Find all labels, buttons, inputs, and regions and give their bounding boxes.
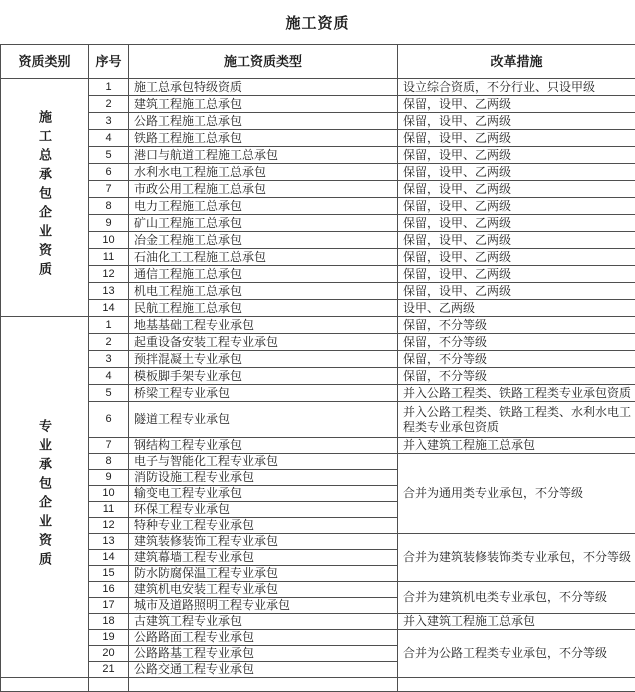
- reform-measure-cell: 保留，设甲、乙两级: [398, 232, 635, 249]
- table-row: [1, 534, 635, 550]
- row-index-cell: 8: [89, 454, 129, 470]
- qualification-type-cell: 建筑机电安装工程专业承包: [129, 582, 398, 598]
- table-header-row: [1, 45, 635, 79]
- reform-measure-cell: 保留，设甲、乙两级: [398, 249, 635, 266]
- reform-measure-cell: 合并为通用类专业承包，不分等级: [398, 454, 635, 534]
- table-row: [1, 402, 635, 438]
- row-index-cell: 1: [89, 317, 129, 334]
- reform-measure-cell: 保留，设甲、乙两级: [398, 181, 635, 198]
- table-row: [1, 232, 635, 249]
- row-index-cell: 16: [89, 582, 129, 598]
- category-cell: [1, 317, 89, 678]
- table-row: [1, 300, 635, 317]
- qualification-type-cell: 城市及道路照明工程专业承包: [129, 598, 398, 614]
- qualification-type-cell: 输变电工程专业承包: [129, 486, 398, 502]
- row-index-cell: 9: [89, 215, 129, 232]
- table-row: [1, 438, 635, 454]
- table-row: [1, 385, 635, 402]
- row-index-cell: 10: [89, 232, 129, 249]
- table-row: [1, 164, 635, 181]
- row-index-cell: 12: [89, 518, 129, 534]
- table-row: [1, 198, 635, 215]
- row-index-cell: 13: [89, 283, 129, 300]
- qualification-type-cell: 建筑装修装饰工程专业承包: [129, 534, 398, 550]
- qualification-type-cell: 电子与智能化工程专业承包: [129, 454, 398, 470]
- row-index-cell: 14: [89, 300, 129, 317]
- table-row: [1, 317, 635, 334]
- reform-measure-cell: 设甲、乙两级: [398, 300, 635, 317]
- qualification-type-cell: 建筑幕墙工程专业承包: [129, 550, 398, 566]
- empty-cell: [89, 678, 129, 692]
- qualification-type-cell: 港口与航道工程施工总承包: [129, 147, 398, 164]
- row-index-cell: 5: [89, 385, 129, 402]
- row-index-cell: 14: [89, 550, 129, 566]
- page-title: 施工资质: [285, 12, 349, 33]
- qualification-type-cell: 民航工程施工总承包: [129, 300, 398, 317]
- reform-measure-cell: 合并为建筑装修装饰类专业承包，不分等级: [398, 534, 635, 582]
- qualification-type-cell: 地基基础工程专业承包: [129, 317, 398, 334]
- row-index-cell: 1: [89, 79, 129, 96]
- category-cell: [1, 79, 89, 317]
- qualification-type-cell: 市政公用工程施工总承包: [129, 181, 398, 198]
- qualification-type-cell: 通信工程施工总承包: [129, 266, 398, 283]
- table-row: [1, 678, 635, 692]
- category-label: 施工总承包企业资质: [37, 110, 52, 281]
- table-row: [1, 334, 635, 351]
- row-index-cell: 2: [89, 334, 129, 351]
- reform-measure-cell: 保留，设甲、乙两级: [398, 198, 635, 215]
- reform-measure-cell: 保留，设甲、乙两级: [398, 283, 635, 300]
- table-row: [1, 368, 635, 385]
- qualification-type-cell: 电力工程施工总承包: [129, 198, 398, 215]
- qualification-type-cell: 钢结构工程专业承包: [129, 438, 398, 454]
- qualification-type-cell: 机电工程施工总承包: [129, 283, 398, 300]
- table-row: [1, 79, 635, 96]
- table-row: [1, 130, 635, 147]
- table-row: [1, 454, 635, 470]
- reform-measure-cell: 合并为公路工程类专业承包，不分等级: [398, 630, 635, 678]
- qualification-table-body: [1, 79, 635, 692]
- reform-measure-cell: 保留，设甲、乙两级: [398, 164, 635, 181]
- row-index-cell: 13: [89, 534, 129, 550]
- row-index-cell: 17: [89, 598, 129, 614]
- table-row: [1, 582, 635, 598]
- qualification-type-cell: 公路交通工程专业承包: [129, 662, 398, 678]
- row-index-cell: 10: [89, 486, 129, 502]
- qualification-type-cell: 水利水电工程施工总承包: [129, 164, 398, 181]
- row-index-cell: 8: [89, 198, 129, 215]
- row-index-cell: 3: [89, 113, 129, 130]
- reform-measure-cell: 合并为建筑机电类专业承包，不分等级: [398, 582, 635, 614]
- row-index-cell: 7: [89, 181, 129, 198]
- row-index-cell: 20: [89, 646, 129, 662]
- reform-measure-cell: 保留，设甲、乙两级: [398, 130, 635, 147]
- reform-measure-cell: 保留，设甲、乙两级: [398, 147, 635, 164]
- qualification-type-cell: 石油化工工程施工总承包: [129, 249, 398, 266]
- row-index-cell: 6: [89, 164, 129, 181]
- qualification-type-cell: 桥梁工程专业承包: [129, 385, 398, 402]
- table-row: [1, 147, 635, 164]
- empty-cell: [129, 678, 398, 692]
- column-header-measure: 改革措施: [398, 45, 635, 79]
- title-bar: [0, 0, 635, 44]
- qualification-type-cell: 冶金工程施工总承包: [129, 232, 398, 249]
- category-label: 专业承包企业资质: [37, 419, 52, 571]
- row-index-cell: 21: [89, 662, 129, 678]
- row-index-cell: 11: [89, 249, 129, 266]
- reform-measure-cell: 保留，设甲、乙两级: [398, 96, 635, 113]
- qualification-type-cell: 公路路面工程专业承包: [129, 630, 398, 646]
- reform-measure-cell: 保留，设甲、乙两级: [398, 113, 635, 130]
- row-index-cell: 5: [89, 147, 129, 164]
- qualification-type-cell: 铁路工程施工总承包: [129, 130, 398, 147]
- table-row: [1, 630, 635, 646]
- table-row: [1, 614, 635, 630]
- column-header-type: 施工资质类型: [129, 45, 398, 79]
- qualification-type-cell: 施工总承包特级资质: [129, 79, 398, 96]
- qualification-type-cell: 模板脚手架专业承包: [129, 368, 398, 385]
- reform-measure-cell: 并入公路工程类、铁路工程类专业承包资质: [398, 385, 635, 402]
- row-index-cell: 12: [89, 266, 129, 283]
- row-index-cell: 4: [89, 130, 129, 147]
- column-header-index: 序号: [89, 45, 129, 79]
- qualification-type-cell: 预拌混凝土专业承包: [129, 351, 398, 368]
- row-index-cell: 4: [89, 368, 129, 385]
- row-index-cell: 9: [89, 470, 129, 486]
- reform-measure-cell: 并入建筑工程施工总承包: [398, 614, 635, 630]
- table-row: [1, 283, 635, 300]
- table-row: [1, 113, 635, 130]
- reform-measure-cell: 保留，不分等级: [398, 368, 635, 385]
- qualification-type-cell: 公路工程施工总承包: [129, 113, 398, 130]
- reform-measure-cell: 保留，设甲、乙两级: [398, 266, 635, 283]
- reform-measure-cell: 设立综合资质，不分行业、只设甲级: [398, 79, 635, 96]
- table-row: [1, 351, 635, 368]
- table-row: [1, 215, 635, 232]
- qualification-type-cell: 建筑工程施工总承包: [129, 96, 398, 113]
- qualification-type-cell: 防水防腐保温工程专业承包: [129, 566, 398, 582]
- reform-measure-cell: 保留，不分等级: [398, 317, 635, 334]
- qualification-type-cell: 古建筑工程专业承包: [129, 614, 398, 630]
- qualification-type-cell: 特种专业工程专业承包: [129, 518, 398, 534]
- row-index-cell: 19: [89, 630, 129, 646]
- qualification-type-cell: 环保工程专业承包: [129, 502, 398, 518]
- reform-measure-cell: 并入建筑工程施工总承包: [398, 438, 635, 454]
- table-row: [1, 266, 635, 283]
- empty-cell: [1, 678, 89, 692]
- row-index-cell: 15: [89, 566, 129, 582]
- table-row: [1, 96, 635, 113]
- empty-cell: [398, 678, 635, 692]
- reform-measure-cell: 并入公路工程类、铁路工程类、水利水电工程类专业承包资质: [398, 402, 635, 438]
- table-header: [1, 45, 635, 79]
- reform-measure-cell: 保留，设甲、乙两级: [398, 215, 635, 232]
- row-index-cell: 2: [89, 96, 129, 113]
- qualification-type-cell: 隧道工程专业承包: [129, 402, 398, 438]
- qualification-table: [0, 44, 635, 692]
- qualification-type-cell: 起重设备安装工程专业承包: [129, 334, 398, 351]
- table-row: [1, 181, 635, 198]
- row-index-cell: 11: [89, 502, 129, 518]
- table-row: [1, 249, 635, 266]
- row-index-cell: 18: [89, 614, 129, 630]
- reform-measure-cell: 保留，不分等级: [398, 351, 635, 368]
- qualification-type-cell: 消防设施工程专业承包: [129, 470, 398, 486]
- row-index-cell: 7: [89, 438, 129, 454]
- column-header-category: 资质类别: [1, 45, 89, 79]
- qualification-type-cell: 公路路基工程专业承包: [129, 646, 398, 662]
- reform-measure-cell: 保留，不分等级: [398, 334, 635, 351]
- row-index-cell: 6: [89, 402, 129, 438]
- qualification-type-cell: 矿山工程施工总承包: [129, 215, 398, 232]
- row-index-cell: 3: [89, 351, 129, 368]
